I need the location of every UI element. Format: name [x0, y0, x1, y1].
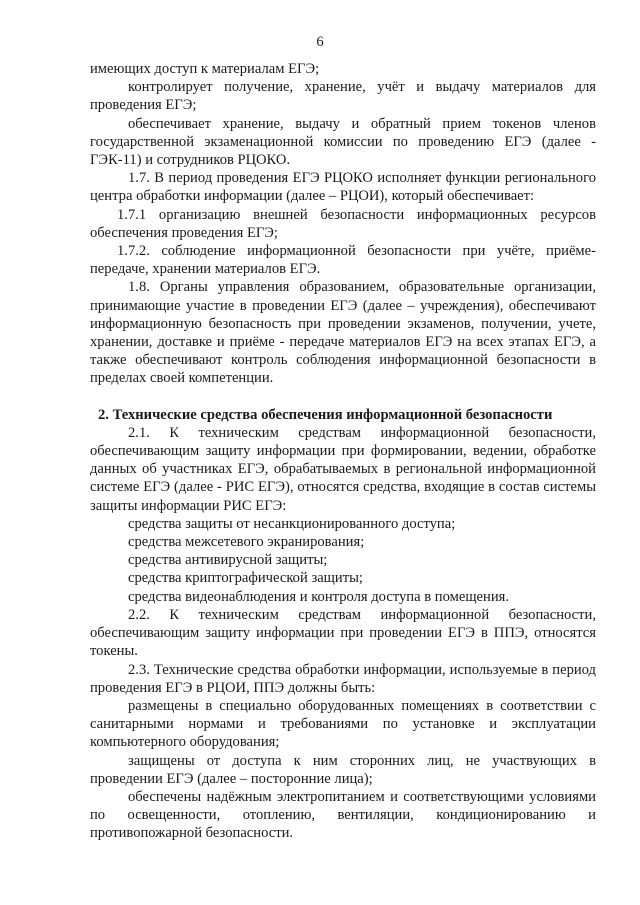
paragraph-p6: 1.7.2. соблюдение информационной безопасности при учёте, приёме-передаче, хранении материалов ЕГЭ.	[90, 243, 596, 278]
page-number: 6	[316, 34, 324, 50]
paragraph-p9: средства защиты от несанкционированного доступа;	[128, 515, 456, 532]
paragraph-p1: имеющих доступ к материалам ЕГЭ;	[90, 61, 320, 77]
section-1-continuation	[90, 60, 596, 388]
section-2-body	[90, 424, 596, 843]
paragraph-p8: 2.1. К техническим средствам информационной безопасности, обеспечивающим защиту информации при формировании, ведении, обработке данных об участниках ЕГЭ, обрабатываемых в региональной информационной системе ЕГЭ (далее - РИС ЕГЭ), относятся средства, входящие в состав системы защиты информации РИС ЕГЭ:	[90, 424, 596, 514]
paragraph-p15: 2.3. Технические средства обработки информации, используемые в период проведения ЕГЭ в РЦОИ, ППЭ должны быть:	[90, 661, 596, 696]
paragraph-p4: 1.7. В период проведения ЕГЭ РЦОКО исполняет функции регионального центра обработки информации (далее – РЦОИ), который обеспечивает:	[90, 170, 596, 205]
paragraph-p3: обеспечивает хранение, выдачу и обратный прием токенов членов государственной экзаменационной комиссии по проведению ЕГЭ (далее - ГЭК-11) и сотрудников РЦОКО.	[90, 115, 596, 169]
document-body	[90, 60, 596, 843]
paragraph-p12: средства криптографической защиты;	[128, 570, 363, 587]
paragraph-p11: средства антивирусной защиты;	[128, 552, 328, 569]
paragraph-p17: защищены от доступа к ним сторонних лиц, не участвующих в проведении ЕГЭ (далее – посторонние лица);	[90, 752, 596, 787]
paragraph-p5: 1.7.1 организацию внешней безопасности информационных ресурсов обеспечения проведения ЕГЭ;	[90, 206, 596, 241]
paragraph-p13: средства видеонаблюдения и контроля доступа в помещения.	[128, 588, 510, 605]
paragraph-p16: размещены в специально оборудованных помещениях в соответствии с санитарными нормами и требованиями по установке и эксплуатации компьютерного оборудования;	[90, 697, 596, 751]
paragraph-p7: 1.8. Органы управления образованием, образовательные организации, принимающие участие в проведении ЕГЭ (далее – учреждения), обеспечивают информационную безопасность при проведении экзаменов, получении, учете, хранении, доставке и приёме - передаче материалов ЕГЭ на всех этапах ЕГЭ, а также обеспечивают контроль соблюдения информационной безопасности в пределах своей компетенции.	[90, 279, 596, 387]
paragraph-p14: 2.2. К техническим средствам информационной безопасности, обеспечивающим защиту информации при проведении ЕГЭ в ППЭ, относятся токены.	[90, 606, 596, 660]
paragraph-p18: обеспечены надёжным электропитанием и соответствующими условиями по освещенности, отоплению, вентиляции, кондиционированию и противопожарной безопасности.	[90, 788, 596, 842]
section-2-heading: 2. Технические средства обеспечения информационной безопасности	[98, 406, 553, 423]
paragraph-p10: средства межсетевого экранирования;	[128, 534, 365, 551]
paragraph-p2: контролирует получение, хранение, учёт и выдачу материалов для проведения ЕГЭ;	[90, 79, 596, 114]
